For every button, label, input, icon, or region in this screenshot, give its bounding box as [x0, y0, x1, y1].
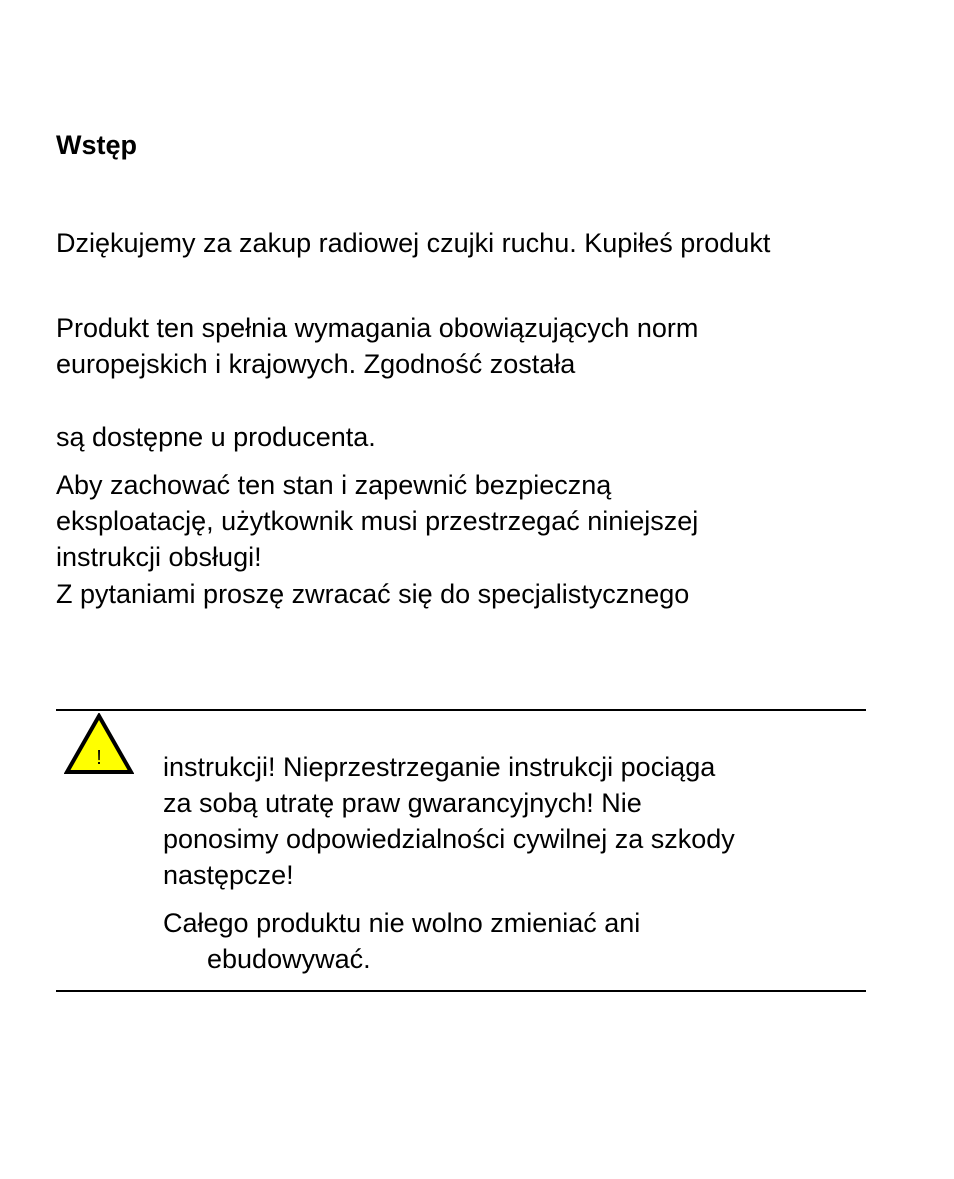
conformity-text-line: europejskich i krajowych. Zgodność została [56, 349, 576, 379]
warning-text-line: instrukcji! Nieprzestrzeganie instrukcji pociąga [163, 752, 716, 782]
warning-triangle-icon [64, 713, 134, 775]
warning-text-line: następcze! [163, 860, 294, 890]
warning-box-top-rule [56, 709, 866, 711]
intro-text-line: Dziękujemy za zakup radiowej czujki ruchu. Kupiłeś produkt [56, 228, 771, 258]
warning-text-line: ponosimy odpowiedzialności cywilnej za szkody [163, 824, 735, 854]
safety-text-line: Aby zachować ten stan i zapewnić bezpieczną [56, 470, 612, 500]
section-heading: Wstęp [56, 130, 137, 160]
warning-box-bottom-rule [56, 990, 866, 992]
warning-text-line: za sobą utratę praw gwarancyjnych! Nie [163, 788, 642, 818]
warning-exclamation-glyph: ! [96, 747, 102, 769]
warning-text-line: Całego produktu nie wolno zmieniać ani [163, 908, 641, 938]
conformity-text-line: są dostępne u producenta. [56, 422, 376, 452]
warning-text-line: ebudowywać. [207, 944, 371, 974]
safety-text-line: Z pytaniami proszę zwracać się do specjalistycznego [56, 579, 690, 609]
conformity-text-line: Produkt ten spełnia wymagania obowiązujących norm [56, 313, 699, 343]
safety-text-line: instrukcji obsługi! [56, 542, 262, 572]
safety-text-line: eksploatację, użytkownik musi przestrzegać niniejszej [56, 506, 699, 536]
